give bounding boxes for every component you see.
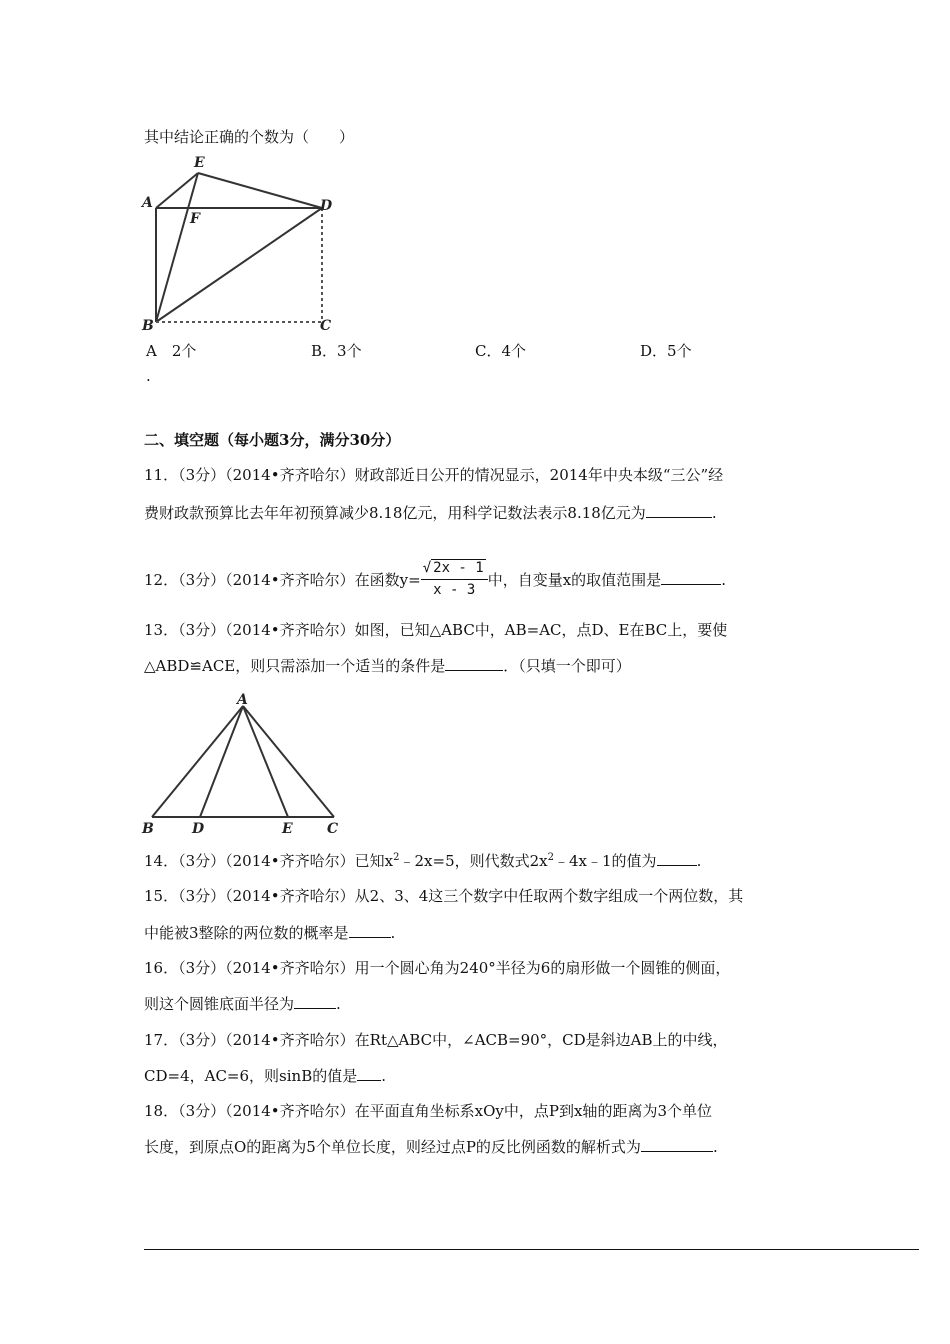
answer-blank <box>657 851 697 866</box>
answer-blank <box>445 656 503 671</box>
option-dot: . <box>146 367 151 385</box>
label-D: D <box>192 821 205 837</box>
label-F: F <box>190 211 200 227</box>
sqrt-sign: √ <box>422 560 432 576</box>
option-d: D．5个 <box>640 342 692 360</box>
label-A: A <box>237 692 248 708</box>
label-C: C <box>327 821 339 837</box>
q11-line2: 费财政款预算比去年年初预算减少8.18亿元，用科学记数法表示8.18亿元为 . <box>144 504 717 522</box>
q13-line2: △ABD≌ACE，则只需添加一个适当的条件是 ．（只填一个即可） <box>144 657 631 675</box>
q15-line1: 15．（3分）（2014•齐齐哈尔）从2、3、4这三个数字中任取两个数字组成一个两位数，其 <box>144 887 744 905</box>
q18-line2: 长度，到原点O的距离为5个单位长度，则经过点P的反比例函数的解析式为 . <box>144 1138 718 1156</box>
option-b: B．3个 <box>311 342 362 360</box>
label-B: B <box>142 318 154 334</box>
intro-text: 其中结论正确的个数为（ ） <box>144 128 355 146</box>
option-a: A 2个 <box>146 342 197 360</box>
q11-line1: 11．（3分）（2014•齐齐哈尔）财政部近日公开的情况显示，2014年中央本级“三公”经 <box>144 466 724 484</box>
footer-divider <box>144 1249 919 1250</box>
q14: 14．（3分）（2014•齐齐哈尔）已知$x^2﹣2x=5$，则代数式$2x^2﹣4x﹣1$的值为 . <box>144 852 702 870</box>
q18-line1: 18．（3分）（2014•齐齐哈尔）在平面直角坐标系xOy中，点P到x轴的距离为3个单位 <box>144 1102 712 1120</box>
answer-blank <box>294 994 336 1009</box>
answer-blank <box>661 570 721 585</box>
answer-blank <box>646 503 712 518</box>
figure-isosceles-triangle <box>138 688 358 838</box>
label-D: D <box>320 198 333 214</box>
q17-line1: 17．（3分）（2014•齐齐哈尔）在Rt△ABC中，∠ACB=90°，CD是斜边AB上的中线， <box>144 1031 728 1049</box>
q12: 12．（3分）（2014•齐齐哈尔）在函数y= $\frac{√ 2x - 1}{x - 3}$ 中，自变量x的取值范围是 . <box>144 560 726 598</box>
q13-line1: 13．（3分）（2014•齐齐哈尔）如图，已知△ABC中，AB=AC，点D、E在BC上，要使 <box>144 621 728 639</box>
label-B: B <box>142 821 154 837</box>
answer-blank <box>357 1066 381 1081</box>
answer-blank <box>349 923 391 938</box>
q16-line1: 16．（3分）（2014•齐齐哈尔）用一个圆心角为240°半径为6的扇形做一个圆锥的侧面， <box>144 959 731 977</box>
q15-line2: 中能被3整除的两位数的概率是 . <box>144 924 396 942</box>
fraction: $\frac{√ 2x - 1}{x - 3}$ <box>421 558 488 600</box>
section-title: 二、填空题（每小题3分，满分30分） <box>144 431 401 449</box>
q16-line2: 则这个圆锥底面半径为 . <box>144 995 341 1013</box>
label-E: E <box>194 155 205 171</box>
figure-rectangle-triangles <box>140 152 340 342</box>
label-C: C <box>320 318 332 334</box>
label-E: E <box>282 821 293 837</box>
answer-blank <box>641 1137 713 1152</box>
option-c: C．4个 <box>475 342 527 360</box>
q17-line2: CD=4，AC=6，则sinB的值是 . <box>144 1067 386 1085</box>
label-A: A <box>142 195 153 211</box>
